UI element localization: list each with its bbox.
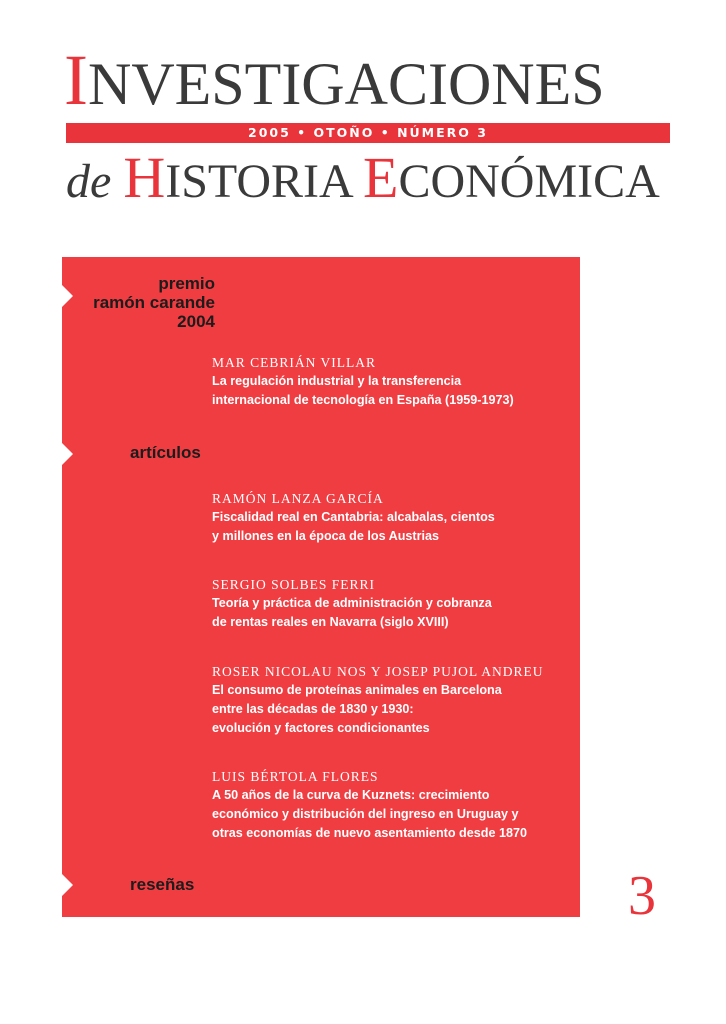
article-entry — [212, 489, 562, 546]
article-title-line: El consumo de proteínas animales en Barcelona — [212, 683, 502, 697]
article-title-line: económico y distribución del ingreso en Uruguay y — [212, 807, 519, 821]
article-title-line: evolución y factores condicionantes — [212, 721, 430, 735]
journal-subtitle — [66, 146, 686, 214]
article-entry — [212, 575, 562, 632]
author-name: LUIS BÉRTOLA FLORES — [212, 769, 379, 784]
author-name: MAR CEBRIÁN VILLAR — [212, 355, 377, 370]
author-name: RAMÓN LANZA GARCÍA — [212, 491, 384, 506]
title-rest: NVESTIGACIONES — [87, 51, 605, 117]
article-title-line: A 50 años de la curva de Kuznets: crecimiento — [212, 788, 490, 802]
article-title-line: La regulación industrial y la transferencia — [212, 374, 462, 388]
resenas-notch — [62, 874, 73, 896]
article-title-line: Fiscalidad real en Cantabria: alcabalas, cientos — [212, 510, 495, 524]
article-title-line: internacional de tecnología en España (1959-1973) — [212, 393, 514, 407]
author-name: ROSER NICOLAU NOS Y JOSEP PUJOL ANDREU — [212, 664, 544, 679]
subtitle-initial-h: H — [123, 145, 166, 210]
article-title-line: y millones en la época de los Austrias — [212, 529, 440, 543]
premio-line: ramón carande — [93, 293, 215, 312]
journal-title — [64, 40, 684, 120]
section-resenas: reseñas — [130, 875, 195, 894]
premio-line: 2004 — [177, 312, 215, 331]
premio-line: premio — [158, 274, 215, 293]
article-title-line: de rentas reales en Navarra (siglo XVIII) — [212, 615, 449, 629]
section-articulos: artículos — [130, 443, 201, 462]
subtitle-economica: CONÓMICA — [398, 155, 660, 208]
article-title-line: entre las décadas de 1830 y 1930: — [212, 702, 414, 716]
premio-entry — [212, 353, 562, 410]
author-name: SERGIO SOLBES FERRI — [212, 577, 376, 592]
section-premio — [15, 274, 215, 331]
article-title-line: Teoría y práctica de administración y cobranza — [212, 596, 492, 610]
issue-banner: 2005 • OTOÑO • NÚMERO 3 — [66, 123, 670, 143]
subtitle-historia: ISTORIA — [165, 155, 352, 208]
articulos-notch — [62, 443, 73, 465]
title-initial: I — [64, 40, 88, 120]
article-entry — [212, 767, 562, 843]
article-entry — [212, 662, 562, 738]
article-title-line: otras economías de nuevo asentamiento desde 1870 — [212, 826, 527, 840]
issue-number: 3 — [628, 865, 656, 927]
subtitle-initial-e: E — [363, 145, 399, 210]
subtitle-de: de — [66, 155, 112, 208]
